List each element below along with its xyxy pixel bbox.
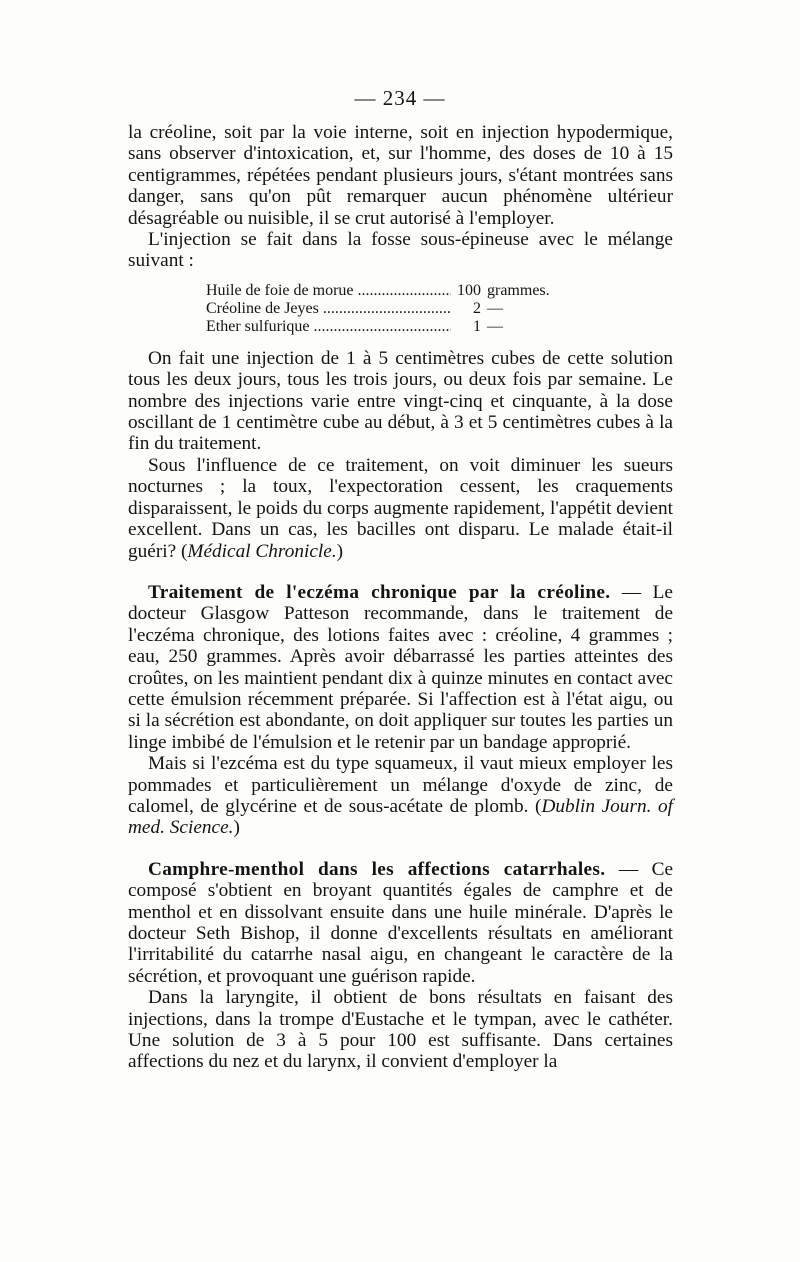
ingredient-unit: grammes. <box>487 281 550 299</box>
body-text <box>128 122 673 1073</box>
squameux-text: Mais si l'ezcéma est du type squameux, il vaut mieux employer les pommades et particulièrement un mélange d'oxyde de zinc, de calomel, de glycérine et de sous-acétate de plomb. ( <box>128 753 673 817</box>
section-gap <box>128 562 673 582</box>
formula-row <box>206 300 673 318</box>
ingredient-unit: — <box>487 299 503 317</box>
source-citation: Médical Chronicle. <box>187 540 337 562</box>
formula-row <box>206 318 673 336</box>
paragraph-injection-dosage: On fait une injection de 1 à 5 centimètres cubes de cette solution tous les deux jours, tous les trois jours, ou deux fois par semaine. Le nombre des injections varie entre vingt-cinq et cinquante, à la dose oscillant de 1 centimètre cube au début, à 3 et 5 centimètres cubes à la fin du traitement. <box>128 347 673 455</box>
section-text: — Le docteur Glasgow Patteson recommande, dans le traitement de l'eczéma chronique, des lotions faites avec : créoline, 4 grammes ; eau, 250 grammes. Après avoir débarrassé les parties atteintes des croûtes, on les maintient pendant dix à quinze minutes en contact avec cette émulsion récemment préparée. Si l'affection est à l'état aigu, ou si la sécrétion est abondante, on doit appliquer sur toutes les parties un linge imbibé de l'émulsion et le retenir par un bandage approprié. <box>128 581 673 753</box>
ingredient-quantity: 2 <box>473 299 481 317</box>
ingredient-name: Huile de foie de morue ..... <box>206 282 451 300</box>
page-number: — 234 — <box>354 86 446 110</box>
source-citation: Dublin Journ. of med. Science. <box>128 795 673 839</box>
section-camphre-menthol <box>128 859 673 987</box>
paragraph-eczema-squameux <box>128 753 673 839</box>
results-text: Sous l'influence de ce traitement, on voit diminuer les sueurs nocturnes ; la toux, l'expectoration cessent, les craquements disparaissent, le poids du corps augmente rapidement, l'appétit devient excellent. Dans un cas, les bacilles ont disparu. Le malade était-il guéri? ( <box>128 454 673 562</box>
formula-row <box>206 282 673 300</box>
ingredient-quantity: 1 <box>473 317 481 335</box>
ingredient-unit: — <box>487 317 503 335</box>
ingredient-name: Ether sulfurique ..... <box>206 318 451 336</box>
paragraph-continuation: la créoline, soit par la voie interne, soit en injection hypodermique, sans observer d'intoxication, et, sur l'homme, des doses de 10 à 15 centigrammes, répétées pendant plusieurs jours, s'étant montrées sans danger, sans qu'on pût remarquer aucun phénomène ultérieur désagréable ou nuisible, il se crut autorisé à l'employer. <box>128 122 673 229</box>
paragraph-injection-intro: L'injection se fait dans la fosse sous-épineuse avec le mélange suivant : <box>128 229 673 272</box>
section-text: — Ce composé s'obtient en broyant quantités égales de camphre et de menthol et en dissolvant ensuite dans une huile minérale. D'après le docteur Seth Bishop, il donne d'excellents résultats en améliorant l'irritabilité du catarrhe nasal aigu, en changeant le caractère de la sécrétion, et provoquant une guérison rapide. <box>128 858 673 987</box>
paragraph-laryngite: Dans la laryngite, il obtient de bons résultats en faisant des injections, dans la trompe d'Eustache et le tympan, avec le cathéter. Une solution de 3 à 5 pour 100 est suffisante. Dans certaines affections du nez et du larynx, il convient d'employer la <box>128 987 673 1073</box>
section-heading: Traitement de l'eczéma chronique par la créoline. <box>148 581 611 603</box>
citation-close: ) <box>233 817 240 839</box>
formula-table <box>206 282 673 336</box>
section-eczema <box>128 582 673 753</box>
citation-close: ) <box>336 540 344 562</box>
section-heading: Camphre-menthol dans les affections catarrhales. <box>148 858 606 880</box>
section-gap <box>128 839 673 859</box>
ingredient-quantity: 100 <box>457 281 481 299</box>
paragraph-treatment-results <box>128 455 673 562</box>
ingredient-name: Créoline de Jeyes ..... <box>206 300 451 318</box>
